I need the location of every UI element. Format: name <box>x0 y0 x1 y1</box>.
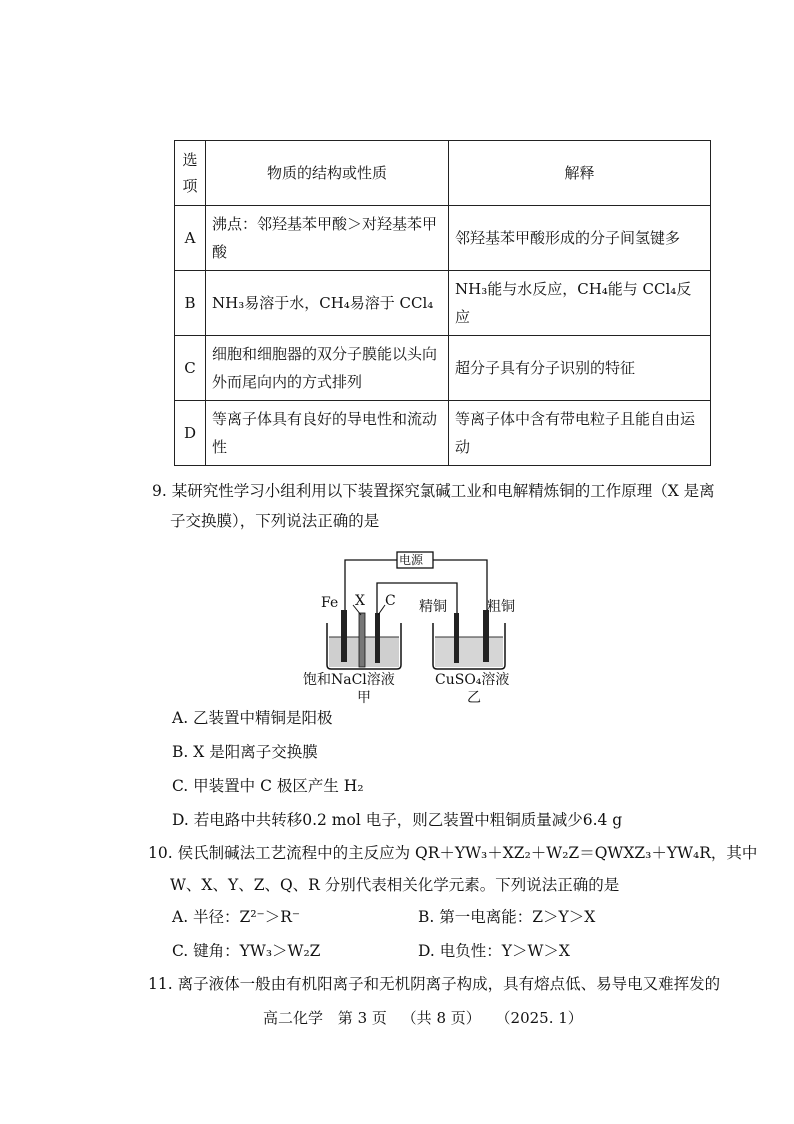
footer-subject: 高二化学 <box>263 1009 324 1027</box>
electrolysis-diagram <box>303 545 515 706</box>
options-table <box>174 140 711 466</box>
row-property: NH₃易溶于水，CH₄易溶于 CCl₄ <box>206 271 449 336</box>
q10-option-b: B. 第一电离能：Z＞Y＞X <box>418 908 596 926</box>
q9-option-d: D. 若电路中共转移0.2 mol 电子，则乙装置中粗铜质量减少6.4 g <box>172 811 623 829</box>
header-explanation: 解释 <box>449 141 711 206</box>
q9-option-b: B. X 是阳离子交换膜 <box>172 743 318 761</box>
q9-stem-line1: 9. 某研究性学习小组利用以下装置探究氯碱工业和电解精炼铜的工作原理（X 是离 <box>152 482 715 500</box>
q9-option-c: C. 甲装置中 C 极区产生 H₂ <box>172 777 364 795</box>
header-option <box>175 141 206 206</box>
q10-option-c: C. 键角：YW₃＞W₂Z <box>172 942 321 960</box>
row-key: D <box>175 401 206 466</box>
row-property: 细胞和细胞器的双分子膜能以头向外而尾向内的方式排列 <box>206 336 449 401</box>
row-property: 沸点：邻羟基苯甲酸＞对羟基苯甲酸 <box>206 206 449 271</box>
footer-page: 第 3 页 <box>337 1009 387 1027</box>
table-row <box>175 271 711 336</box>
fe-electrode-label: Fe <box>321 595 339 611</box>
table-row <box>175 206 711 271</box>
header-option-text: 选 项 <box>182 151 198 195</box>
row-key: B <box>175 271 206 336</box>
membrane-x-label: X <box>355 593 365 609</box>
power-source-label: 电源 <box>399 553 424 567</box>
q11-stem-line1: 11. 离子液体一般由有机阳离子和无机阴离子构成，具有熔点低、易导电又难挥发的 <box>148 975 721 993</box>
left-solution-label: 饱和NaCl溶液 <box>303 672 395 688</box>
row-key: A <box>175 206 206 271</box>
pure-copper-label: 精铜 <box>419 599 447 615</box>
row-explanation: NH₃能与水反应，CH₄能与 CCl₄反应 <box>449 271 711 336</box>
row-key: C <box>175 336 206 401</box>
c-electrode-label: C <box>385 593 396 609</box>
q10-stem-line1: 10. 侯氏制碱法工艺流程中的主反应为 QR＋YW₃＋XZ₂＋W₂Z＝QWXZ₃＋YW₄R，其中 <box>148 844 758 862</box>
crude-copper-label: 粗铜 <box>487 599 515 615</box>
q10-option-a: A. 半径：Z²⁻＞R⁻ <box>172 908 301 926</box>
right-solution-label: CuSO₄溶液 <box>435 672 510 688</box>
row-explanation: 邻羟基苯甲酸形成的分子间氢键多 <box>449 206 711 271</box>
footer-date: （2025. 1） <box>495 1009 583 1027</box>
page-footer <box>263 1007 593 1028</box>
right-device-label: 乙 <box>467 690 481 706</box>
q9-option-a: A. 乙装置中精铜是阳极 <box>172 709 333 727</box>
row-explanation: 超分子具有分子识别的特征 <box>449 336 711 401</box>
table-header-row <box>175 141 711 206</box>
left-device-label: 甲 <box>357 690 371 706</box>
table-row <box>175 401 711 466</box>
q10-option-d: D. 电负性：Y＞W＞X <box>418 942 570 960</box>
header-property: 物质的结构或性质 <box>206 141 449 206</box>
q10-stem-line2: W、X、Y、Z、Q、R 分别代表相关化学元素。下列说法正确的是 <box>170 876 620 894</box>
footer-total: （共 8 页） <box>401 1009 481 1027</box>
table-row <box>175 336 711 401</box>
row-property: 等离子体具有良好的导电性和流动性 <box>206 401 449 466</box>
row-explanation: 等离子体中含有带电粒子且能自由运动 <box>449 401 711 466</box>
q9-stem-line2: 子交换膜），下列说法正确的是 <box>170 512 380 530</box>
